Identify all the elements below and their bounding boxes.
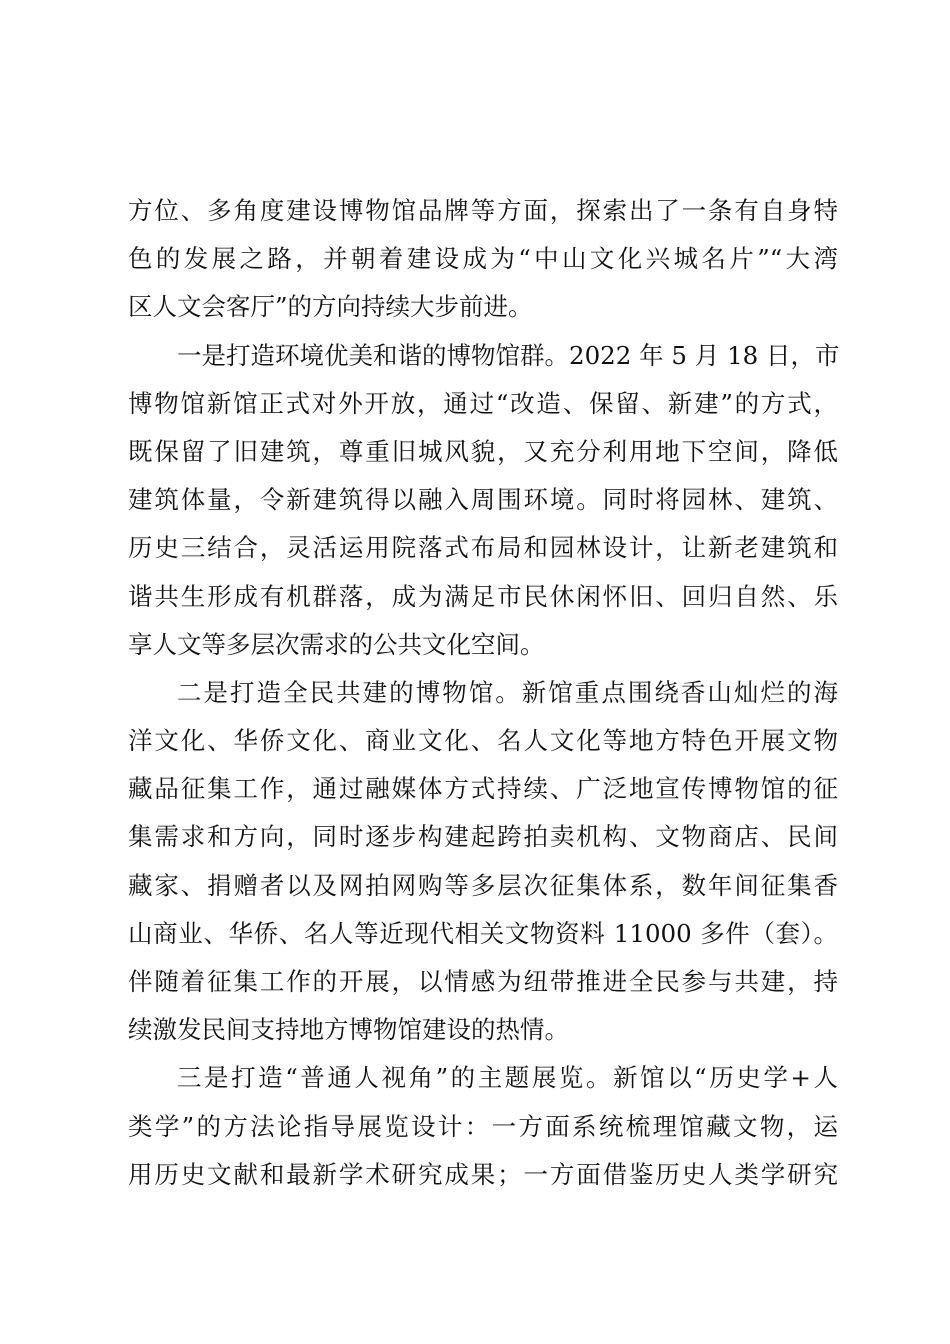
text-line: 伴随着征集工作的开展，以情感为纽带推进全民参与共建，持 [128,967,838,996]
text-line: 用历史文献和最新学术研究成果；一方面借鉴历史人类学研究 [128,1159,838,1189]
text-line: 享人文等多层次需求的公共文化空间。 [128,629,545,659]
text-line: 既保留了旧建筑，尊重旧城风貌，又充分利用地下空间，降低 [128,436,838,466]
text-line: 藏家、捐赠者以及网拍网购等多层次征集体系，数年间征集香 [128,870,838,900]
paragraph-intro-continued [128,187,838,332]
text-line: 集需求和方向，同时逐步构建起跨拍卖机构、文物商店、民间 [128,822,838,852]
text-line: 三是打造“普通人视角”的主题展览。新馆以“历史学+人 [177,1063,838,1093]
text-line: 山商业、华侨、名人等近现代相关文物资料 11000 多件（套）。 [128,918,838,948]
text-line: 藏品征集工作，通过融媒体方式持续、广泛地宣传博物馆的征 [128,774,838,804]
text-line: 续激发民间支持地方博物馆建设的热情。 [128,1015,569,1045]
paragraph-point-two [128,669,838,1055]
text-line: 区人文会客厅”的方向持续大步前进。 [128,292,533,322]
text-line: 谐共生形成有机群落，成为满足市民休闲怀旧、回归自然、乐 [128,581,838,611]
text-line: 历史三结合，灵活运用院落式布局和园林设计，让新老建筑和 [128,533,838,563]
text-line: 一是打造环境优美和谐的博物馆群。2022 年 5 月 18 日，市 [177,340,840,370]
document-body [128,187,838,1199]
text-line: 二是打造全民共建的博物馆。新馆重点围绕香山灿烂的海 [177,677,838,707]
text-line: 色的发展之路，并朝着建设成为“中山文化兴城名片”“大湾 [128,244,838,274]
text-line: 博物馆新馆正式对外开放，通过“改造、保留、新建”的方式， [128,388,838,418]
text-line: 方位、多角度建设博物馆品牌等方面，探索出了一条有自身特 [128,196,838,225]
text-line: 建筑体量，令新建筑得以融入周围环境。同时将园林、建筑、 [128,485,838,515]
paragraph-point-one [128,332,838,669]
paragraph-point-three [128,1054,838,1199]
text-line: 洋文化、华侨文化、商业文化、名人文化等地方特色开展文物 [128,726,838,756]
text-line: 类学”的方法论指导展览设计：一方面系统梳理馆藏文物，运 [128,1111,838,1141]
